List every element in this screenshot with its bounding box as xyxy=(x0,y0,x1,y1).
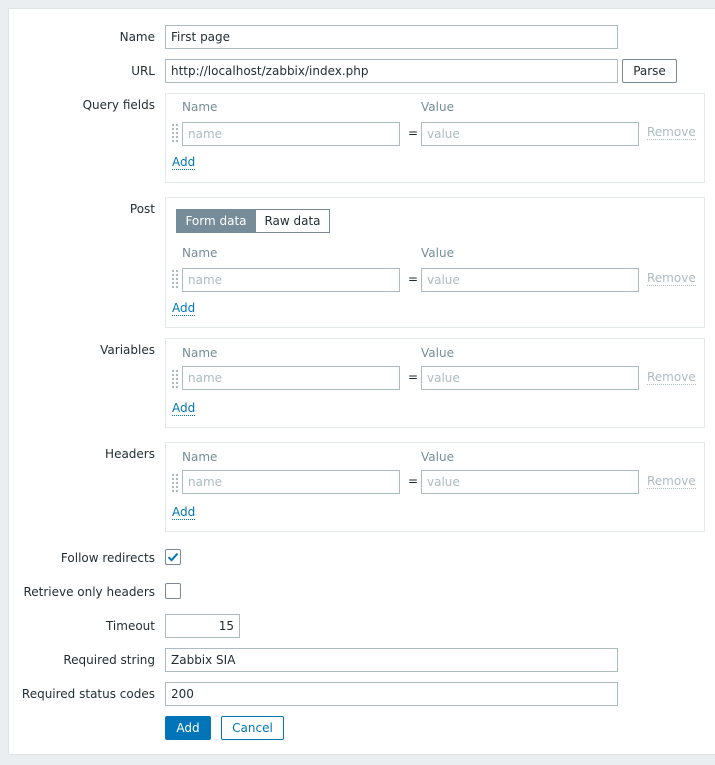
required-status-codes-label: Required status codes xyxy=(21,687,155,701)
follow-redirects-checkbox[interactable] xyxy=(165,549,181,565)
query-value-input[interactable]: value xyxy=(421,122,639,146)
equals-sign: = xyxy=(408,370,419,384)
retrieve-only-headers-label: Retrieve only headers xyxy=(23,585,155,599)
variables-label: Variables xyxy=(100,343,155,357)
query-remove-link[interactable]: Remove xyxy=(647,125,696,139)
headers-name-input[interactable]: name xyxy=(182,470,400,494)
variables-value-header: Value xyxy=(421,346,454,360)
follow-redirects-label: Follow redirects xyxy=(60,551,155,565)
post-name-header: Name xyxy=(182,246,218,260)
headers-table xyxy=(165,442,705,532)
headers-value-input[interactable]: value xyxy=(421,470,639,494)
drag-handle-icon[interactable] xyxy=(172,370,178,388)
variables-value-input[interactable]: value xyxy=(421,366,639,390)
query-add-link[interactable]: Add xyxy=(172,155,196,169)
post-value-header: Value xyxy=(421,246,454,260)
query-name-input[interactable]: name xyxy=(182,122,400,146)
headers-label: Headers xyxy=(105,447,155,461)
tab-raw-data[interactable]: Raw data xyxy=(255,209,330,233)
required-status-codes-input[interactable]: 200 xyxy=(165,682,618,706)
checkmark-icon xyxy=(166,550,180,564)
drag-handle-icon[interactable] xyxy=(172,474,178,492)
url-label: URL xyxy=(131,64,155,78)
query-value-header: Value xyxy=(421,100,454,114)
name-label: Name xyxy=(119,30,155,44)
add-button[interactable]: Add xyxy=(165,716,211,740)
variables-name-input[interactable]: name xyxy=(182,366,400,390)
variables-name-header: Name xyxy=(182,346,218,360)
headers-name-header: Name xyxy=(182,450,218,464)
variables-remove-link[interactable]: Remove xyxy=(647,370,696,384)
post-table xyxy=(165,197,705,328)
timeout-input[interactable]: 15 xyxy=(165,614,240,638)
headers-add-link[interactable]: Add xyxy=(172,505,196,519)
parse-button[interactable]: Parse xyxy=(622,59,677,83)
variables-table xyxy=(165,338,705,428)
query-fields-table xyxy=(165,93,705,183)
equals-sign: = xyxy=(408,474,419,488)
cancel-button[interactable]: Cancel xyxy=(221,716,284,740)
post-value-input[interactable]: value xyxy=(421,268,639,292)
equals-sign: = xyxy=(408,272,419,286)
variables-add-link[interactable]: Add xyxy=(172,401,196,415)
post-name-input[interactable]: name xyxy=(182,268,400,292)
query-fields-label: Query fields xyxy=(82,98,155,112)
retrieve-only-headers-checkbox[interactable] xyxy=(165,583,181,599)
headers-remove-link[interactable]: Remove xyxy=(647,474,696,488)
headers-value-header: Value xyxy=(421,450,454,464)
query-name-header: Name xyxy=(182,100,218,114)
post-label: Post xyxy=(129,202,155,216)
timeout-label: Timeout xyxy=(105,619,155,633)
drag-handle-icon[interactable] xyxy=(172,270,178,288)
required-string-input[interactable]: Zabbix SIA xyxy=(165,648,618,672)
equals-sign: = xyxy=(408,126,419,140)
required-string-label: Required string xyxy=(63,653,155,667)
post-add-link[interactable]: Add xyxy=(172,301,196,315)
name-input[interactable]: First page xyxy=(165,25,618,49)
post-remove-link[interactable]: Remove xyxy=(647,271,696,285)
drag-handle-icon[interactable] xyxy=(172,124,178,142)
url-input[interactable]: http://localhost/zabbix/index.php xyxy=(165,59,618,83)
tab-form-data[interactable]: Form data xyxy=(176,209,256,233)
